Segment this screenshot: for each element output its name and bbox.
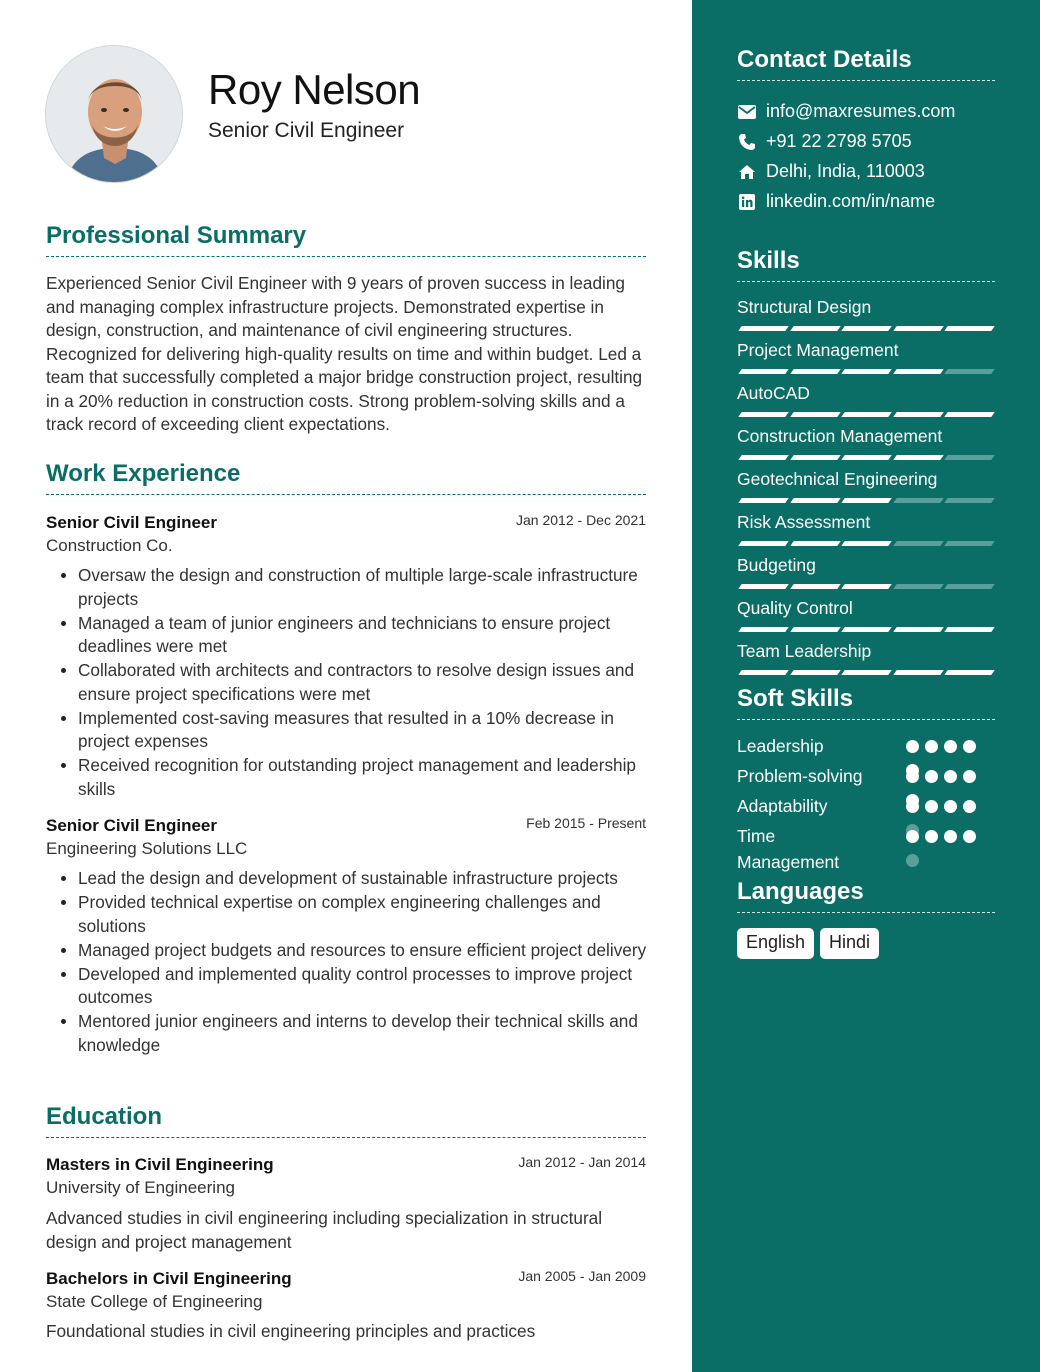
sidebar <box>692 0 1040 1372</box>
experience-heading: Work Experience <box>46 460 646 495</box>
phone-icon <box>737 133 757 151</box>
skill-segment <box>841 584 892 589</box>
skill-level-bar <box>737 627 995 633</box>
skill-level-bar <box>737 369 995 375</box>
skill-segment <box>738 584 789 589</box>
language-tag: English <box>737 928 814 959</box>
list-item: Developed and implemented quality control processes to improve project outcomes <box>78 963 648 1010</box>
skill-segment <box>738 670 789 675</box>
degree-title: Bachelors in Civil Engineering <box>46 1269 292 1288</box>
skill-segment <box>841 541 892 546</box>
skill-segment <box>790 627 841 632</box>
list-item: Provided technical expertise on complex engineering challenges and solutions <box>78 891 648 938</box>
skill-segment <box>790 412 841 417</box>
contact-linkedin-text: linkedin.com/in/name <box>766 191 936 211</box>
soft-skill-dot <box>963 800 976 813</box>
skill-name: Structural Design <box>737 297 872 317</box>
list-item: Collaborated with architects and contractors to resolve design issues and ensure project specifications were met <box>78 659 648 706</box>
soft-skill-dot <box>963 830 976 843</box>
skill-segment <box>738 498 789 503</box>
skill-segment <box>893 369 944 374</box>
summary-text: Experienced Senior Civil Engineer with 9 years of proven success in leading and managing complex infrastructure projects. Demonstrated expertise in design, construction, and maintenance of civil engineering structures. Recognized for delivering high-quality results on time and within budget. Led a team that successfully completed a major bridge construction project, resulting in a 20% reduction in construction costs. Strong problem-solving skills and a track record of exceeding client expectations. <box>46 273 643 434</box>
soft-skill-name: Adaptability <box>737 796 828 816</box>
skill-segment <box>893 412 944 417</box>
skill-segment <box>893 455 944 460</box>
contact-heading: Contact Details <box>737 46 995 81</box>
skill-segment <box>841 455 892 460</box>
contact-phone-text: +91 22 2798 5705 <box>766 131 912 151</box>
soft-skill-dot <box>906 830 919 843</box>
job-bullets <box>78 564 648 802</box>
list-item: Oversaw the design and construction of multiple large-scale infrastructure projects <box>78 564 648 611</box>
soft-skill-dot <box>925 830 938 843</box>
contact-address-text: Delhi, India, 110003 <box>766 161 925 181</box>
skill-segment <box>893 670 944 675</box>
skill-name: Quality Control <box>737 598 853 618</box>
job-company: Engineering Solutions LLC <box>46 839 248 858</box>
skill-segment <box>790 670 841 675</box>
skill-segment <box>944 670 995 675</box>
skill-segment <box>738 326 789 331</box>
skill-name: Budgeting <box>737 555 816 575</box>
skill-segment <box>790 326 841 331</box>
soft-skill-dot <box>925 800 938 813</box>
soft-skill-name: Problem-solving <box>737 766 863 786</box>
job-bullets <box>78 867 648 1058</box>
job-title: Senior Civil Engineer <box>46 513 217 532</box>
skill-level-bar <box>737 584 995 590</box>
skill-segment <box>893 541 944 546</box>
degree-dates: Jan 2012 - Jan 2014 <box>518 1154 646 1170</box>
soft-skill-dot <box>963 770 976 783</box>
skill-segment <box>893 627 944 632</box>
degree-description: Foundational studies in civil engineering principles and practices <box>46 1321 536 1341</box>
skill-segment <box>893 498 944 503</box>
skill-segment <box>944 541 995 546</box>
skill-level-bar <box>737 670 995 676</box>
contact-email[interactable] <box>737 101 955 122</box>
skill-segment <box>841 670 892 675</box>
linkedin-icon <box>737 193 757 211</box>
skill-segment <box>738 369 789 374</box>
list-item: Lead the design and development of sustainable infrastructure projects <box>78 867 648 891</box>
skill-segment <box>738 541 789 546</box>
contact-linkedin[interactable] <box>737 191 935 212</box>
skill-level-bar <box>737 326 995 332</box>
job-title: Senior Civil Engineer <box>46 816 217 835</box>
skill-segment <box>841 627 892 632</box>
skill-name: AutoCAD <box>737 383 810 403</box>
skill-name: Project Management <box>737 340 899 360</box>
skill-segment <box>893 326 944 331</box>
skill-segment <box>790 584 841 589</box>
skill-segment <box>841 498 892 503</box>
skill-segment <box>944 326 995 331</box>
skill-segment <box>944 369 995 374</box>
soft-skill-name: Leadership <box>737 736 824 756</box>
job-dates: Jan 2012 - Dec 2021 <box>516 512 646 528</box>
skill-segment <box>841 412 892 417</box>
skill-name: Risk Assessment <box>737 512 871 532</box>
skill-segment <box>790 541 841 546</box>
soft-skill-dot <box>944 800 957 813</box>
skill-segment <box>944 584 995 589</box>
skill-segment <box>944 627 995 632</box>
list-item: Received recognition for outstanding project management and leadership skills <box>78 754 648 801</box>
candidate-title: Senior Civil Engineer <box>208 119 405 142</box>
soft-skills-heading: Soft Skills <box>737 685 995 720</box>
contact-address <box>737 161 925 182</box>
skill-level-bar <box>737 412 995 418</box>
skill-segment <box>790 455 841 460</box>
contact-email-text: info@maxresumes.com <box>766 101 956 121</box>
school-name: State College of Engineering <box>46 1292 263 1311</box>
job-dates: Feb 2015 - Present <box>526 815 646 831</box>
soft-skill-dot <box>925 770 938 783</box>
skill-segment <box>944 498 995 503</box>
language-tag: Hindi <box>820 928 879 959</box>
skill-segment <box>790 498 841 503</box>
list-item: Mentored junior engineers and interns to develop their technical skills and knowledge <box>78 1010 648 1057</box>
job-company: Construction Co. <box>46 536 173 555</box>
list-item: Implemented cost-saving measures that resulted in a 10% decrease in project expenses <box>78 707 648 754</box>
soft-skill-dot <box>906 854 919 867</box>
skill-segment <box>944 455 995 460</box>
candidate-name: Roy Nelson <box>208 66 421 113</box>
skill-segment <box>841 326 892 331</box>
skill-level-bar <box>737 541 995 547</box>
skill-name: Construction Management <box>737 426 943 446</box>
avatar <box>45 45 183 183</box>
skill-segment <box>944 412 995 417</box>
skill-name: Team Leadership <box>737 641 872 661</box>
skill-segment <box>738 455 789 460</box>
skill-segment <box>738 627 789 632</box>
school-name: University of Engineering <box>46 1178 235 1197</box>
list-item: Managed project budgets and resources to ensure efficient project delivery <box>78 939 648 963</box>
skills-heading: Skills <box>737 247 995 282</box>
skill-segment <box>893 584 944 589</box>
soft-skill-dot <box>906 740 919 753</box>
soft-skill-dot <box>925 740 938 753</box>
summary-heading: Professional Summary <box>46 222 646 257</box>
education-heading: Education <box>46 1103 646 1138</box>
skill-level-bar <box>737 455 995 461</box>
home-icon <box>737 163 757 181</box>
skill-segment <box>841 369 892 374</box>
list-item: Managed a team of junior engineers and technicians to ensure project deadlines were met <box>78 612 648 659</box>
soft-skill-dot <box>944 830 957 843</box>
soft-skill-dot <box>906 800 919 813</box>
languages-heading: Languages <box>737 878 995 913</box>
soft-skill-name: Time Management <box>737 826 840 872</box>
soft-skill-dot <box>944 770 957 783</box>
skill-segment <box>738 412 789 417</box>
skill-level-bar <box>737 498 995 504</box>
skill-name: Geotechnical Engineering <box>737 469 938 489</box>
degree-description: Advanced studies in civil engineering including specialization in structural design and project management <box>46 1208 603 1252</box>
envelope-icon <box>737 103 757 121</box>
contact-phone[interactable] <box>737 131 912 152</box>
soft-skill-dot <box>963 740 976 753</box>
degree-title: Masters in Civil Engineering <box>46 1155 274 1174</box>
skill-segment <box>790 369 841 374</box>
degree-dates: Jan 2005 - Jan 2009 <box>518 1268 646 1284</box>
soft-skill-dot <box>944 740 957 753</box>
soft-skill-dot <box>906 770 919 783</box>
